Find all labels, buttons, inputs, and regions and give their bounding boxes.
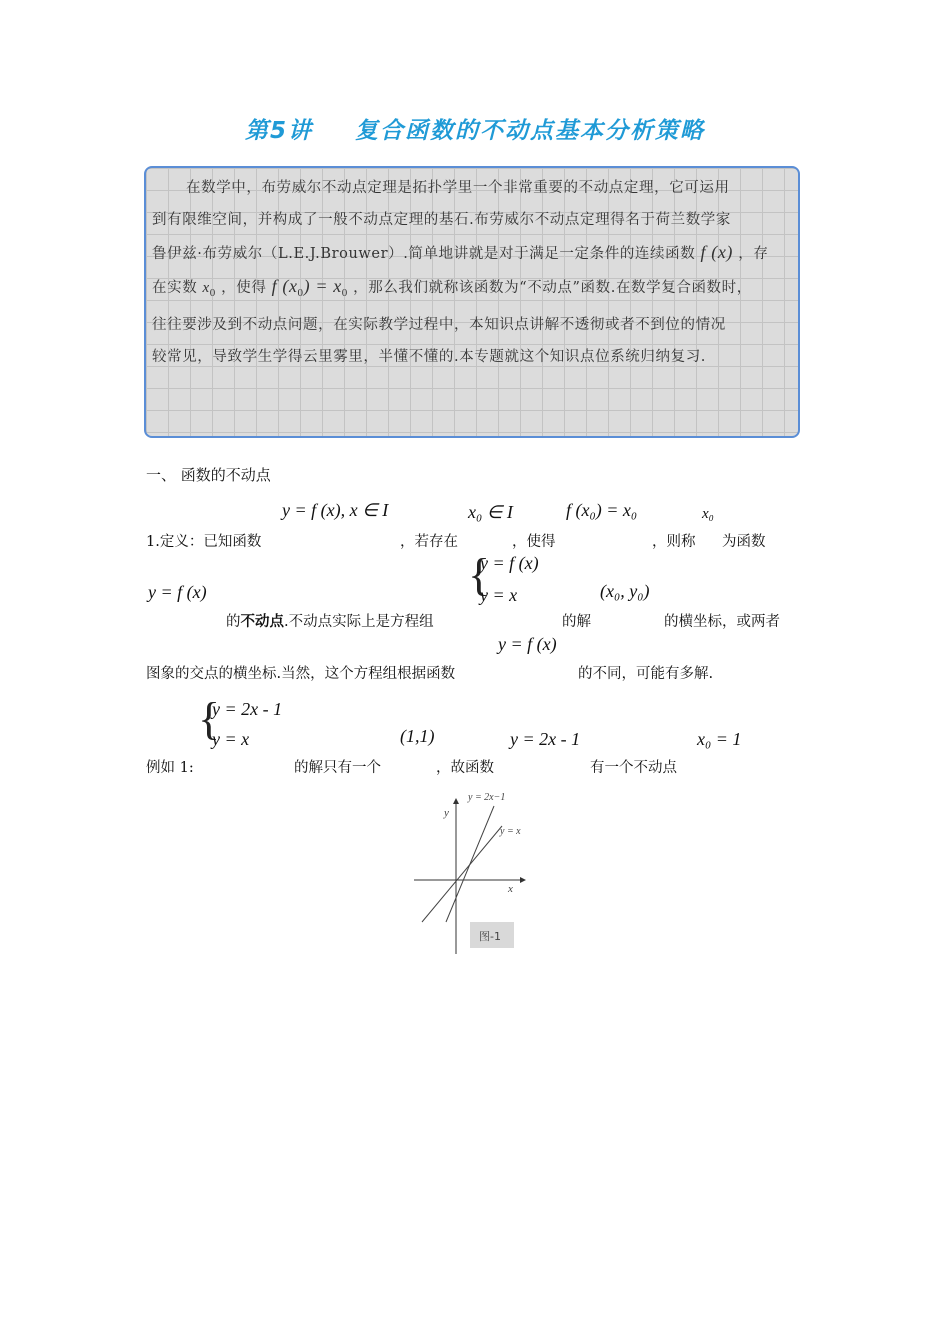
line-y-eq-2x-minus-1 — [446, 806, 494, 922]
def-text-abs: 的横坐标，或两者 — [664, 614, 780, 630]
intro-math-fx0-b: ) = x — [303, 276, 342, 296]
def-math-func: y = f (x), x ∈ I — [282, 500, 389, 520]
ex1-text-so: ，故函数 — [436, 760, 494, 776]
def-math-x0: x₀ — [702, 506, 714, 522]
def-math-yfx: y = f (x) — [148, 582, 207, 602]
line-y-eq-x — [422, 826, 502, 922]
def-text-as: 为函数 — [722, 534, 766, 550]
def-math-point: (x₀, y₀) — [600, 581, 650, 601]
y-axis-arrow — [453, 798, 459, 804]
intro-line-4b: ，使得 — [221, 280, 267, 296]
intro-line-6: 较常见，导致学生学得云里雾里，半懂不懂的.本专题就这个知识点位系统归纳复习. — [152, 349, 707, 365]
def-text-bold: 不动点 — [240, 613, 284, 630]
def-text-call: ，则称 — [652, 534, 696, 550]
def-label: 1.定义：已知函数 — [146, 534, 262, 550]
ex1-system-eq1 — [212, 699, 282, 720]
intro-box — [144, 166, 800, 438]
intro-text: 在数学中，布劳威尔不动点定理是拓扑学里一个非常重要的不动点定理，它可运用 到有限维空间，并构成了一般不动点定理的基石.布劳威尔不动点定理得名于荷兰数学家 鲁伊兹·布劳威尔（L.E.J.Brouwer）.简单地讲就是对于满足一定条件的连续函数 f (x) ，存 在实数 $x_0$ ，使得 f $(x_0) = x_0$ ，那么我们就称该函数为“不动点”函数.在数学复合函数时， 往往要涉及到不动点问题，在实际教学过程中，本知识点讲解不透彻或者不到位的情况 较常见，导致学生学得云里雾里，半懂不懂的.本专题就这个知识点位系统归纳复习. — [152, 172, 796, 373]
intro-line-5: 往往要涉及到不动点问题，在实际教学过程中，本知识点讲解不透彻或者不到位的情况 — [152, 317, 726, 333]
def-math-x0-in: x₀ ∈ I — [468, 502, 513, 522]
def-text-line3a: 图象的交点的横坐标.当然，这个方程组根据函数 — [146, 666, 456, 682]
def-math-fx0: f (x₀) = x₀ — [566, 500, 638, 520]
def-system-eq2: y = x — [480, 585, 518, 605]
def-text-line3b: 的不同，可能有多解. — [578, 666, 714, 682]
def-text-fixed: .不动点实际上是方程组 — [284, 614, 434, 630]
def-text-sol: 的解 — [562, 614, 591, 630]
ex1-system-brace: { — [198, 693, 221, 744]
def-text-cond: ，若存在 — [400, 534, 458, 550]
intro-math-fx0-a: f (x — [271, 276, 298, 296]
figure-1 — [410, 786, 540, 956]
lecture-title: 复合函数的不动点基本分析策略 — [355, 118, 705, 144]
lecture-number: 第5讲 — [244, 118, 313, 144]
intro-line-2: 到有限维空间，并构成了一般不动点定理的基石.布劳威尔不动点定理得名于荷兰数学家 — [152, 212, 732, 228]
intro-math-x0: x — [202, 280, 210, 296]
def-text-make: ，使得 — [512, 534, 556, 550]
intro-line-1: 在数学中，布劳威尔不动点定理是拓扑学里一个非常重要的不动点定理，它可运用 — [186, 180, 730, 196]
ex1-system-eq2: y = x — [212, 729, 250, 749]
def-system-eq1: y = f (x) — [480, 553, 539, 573]
x-axis-arrow — [520, 877, 526, 883]
ex1-math-point: (1,1) — [400, 726, 435, 746]
label-y-x: y = x — [500, 826, 521, 837]
ex1-text-has: 有一个不动点 — [590, 760, 677, 776]
section-heading: 一、 函数的不动点 — [146, 466, 271, 484]
ex1-system-eq1-text: y = 2x - 1 — [212, 699, 283, 719]
def-text-line2 — [226, 610, 434, 631]
def-text-of: 的 — [226, 614, 241, 630]
def-system-brace: { — [468, 549, 491, 600]
intro-line-3b: ，存 — [738, 246, 769, 262]
ex1-math-x0eq: x₀ = 1 — [697, 729, 742, 749]
page-title — [0, 112, 950, 145]
label-y-2x-1: y = 2x−1 — [468, 792, 506, 803]
figure-caption: 图-1 — [479, 930, 501, 943]
intro-line-4a: 在实数 — [152, 280, 198, 296]
intro-line-4c: ，那么我们就称该函数为“不动点”函数.在数学复合函数时， — [353, 280, 752, 296]
label-axis-y: y — [444, 807, 449, 819]
ex1-text-only: 的解只有一个 — [294, 760, 381, 776]
def-math-yfx2: y = f (x) — [498, 634, 557, 654]
ex1-label: 例如 1: — [146, 760, 194, 776]
intro-math-fx0: f $(x_0) = x_0$ — [271, 276, 348, 299]
label-axis-x: x — [508, 883, 513, 895]
intro-line-3a: 鲁伊兹·布劳威尔（L.E.J.Brouwer）.简单地讲就是对于满足一定条件的连续函数 — [152, 246, 696, 262]
intro-math-fx: f (x) — [700, 242, 734, 262]
ex1-math-func: y = 2x - 1 — [510, 729, 581, 749]
